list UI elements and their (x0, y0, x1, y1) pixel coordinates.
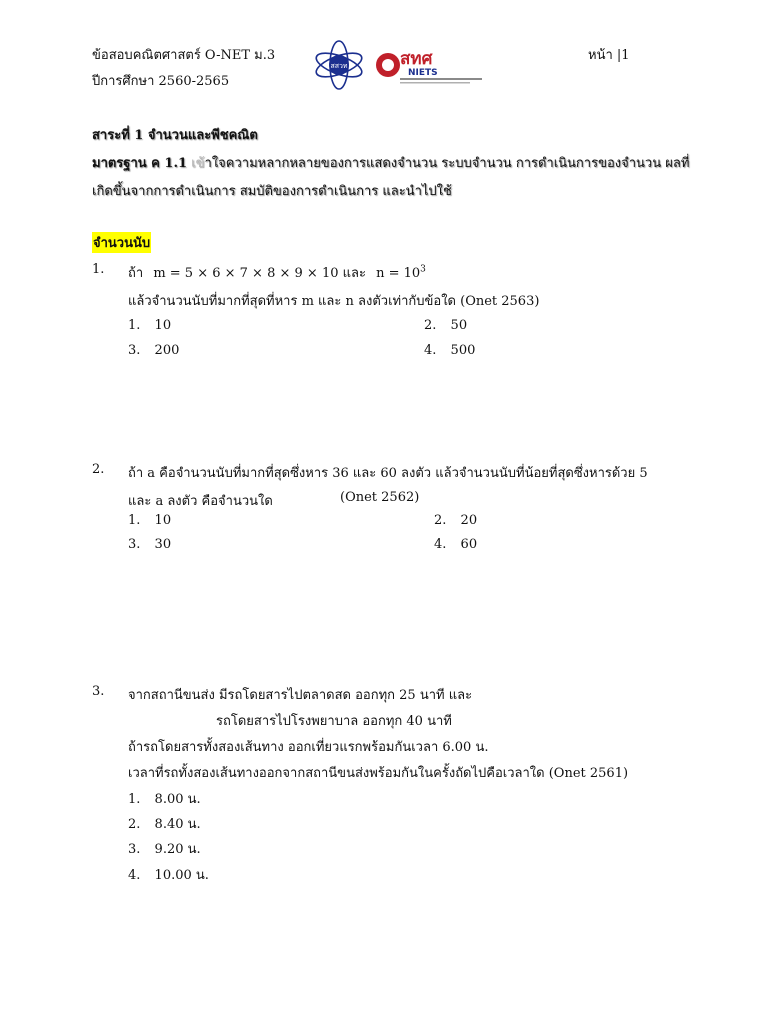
choice-text: 10.00 น. (154, 868, 209, 883)
q3-line-1: จากสถานีขนส่ง มีรถโดยสารไปตลาดสด ออกทุก 25 นาที และ (128, 688, 473, 703)
choice-number: 1. (128, 318, 141, 333)
q2-source: (Onet 2562) (340, 490, 420, 505)
q1-math-n: n = 10 (376, 266, 421, 281)
choice-number: 3. (128, 842, 141, 857)
q3-choice-2[interactable] (128, 813, 201, 834)
ipst-logo-text: สสวท (330, 62, 348, 70)
choice-number: 1. (128, 792, 141, 807)
choice-text: 8.40 น. (154, 817, 201, 832)
ipst-logo (312, 40, 366, 90)
q2-choice-4[interactable] (434, 537, 477, 552)
subheading-counting-numbers: จำนวนนับ (92, 232, 151, 253)
choice-text: 60 (460, 537, 478, 552)
page-number: หน้า |1 (588, 48, 630, 63)
choice-number: 2. (128, 817, 141, 832)
topic-heading: สาระที่ 1 จำนวนและพีชคณิต (92, 128, 258, 143)
header-title: ข้อสอบคณิตศาสตร์ O-NET ม.3 (92, 48, 276, 63)
choice-text: 30 (154, 537, 172, 552)
q1-choice-4[interactable] (424, 343, 475, 358)
q1-number: 1. (92, 262, 105, 277)
q1-choice-2[interactable] (424, 318, 467, 333)
q3-choice-4[interactable] (128, 864, 209, 885)
choice-text: 200 (154, 343, 180, 358)
q2-choice-2[interactable] (434, 513, 477, 528)
q3-line-2: รถโดยสารไปโรงพยาบาล ออกทุก 40 นาที (216, 714, 452, 729)
q1-choice-1[interactable] (128, 318, 171, 333)
q1-prefix: ถ้า (128, 266, 144, 281)
q3-choice-1[interactable] (128, 788, 201, 809)
q2-choice-3[interactable] (128, 537, 171, 552)
choice-text: 10 (154, 513, 172, 528)
choice-number: 3. (128, 537, 141, 552)
q2-line-1: ถ้า a คือจำนวนนับที่มากที่สุดซึ่งหาร 36 และ 60 ลงตัว แล้วจำนวนนับที่น้อยที่สุดซึ่งหารด้วย 5 (128, 466, 648, 481)
standard-line-2: เกิดขึ้นจากการดำเนินการ สมบัติของการดำเนินการ และนำไปใช้ (92, 184, 452, 199)
choice-number: 4. (128, 868, 141, 883)
choice-number: 4. (434, 537, 447, 552)
standard-text-1: าใจความหลากหลายของการแสดงจำนวน ระบบจำนวน การดำเนินการของจำนวน ผลที่ (204, 156, 690, 171)
choice-number: 1. (128, 513, 141, 528)
q3-line-3: ถ้ารถโดยสารทั้งสองเส้นทาง ออกเที่ยวแรกพร้อมกันเวลา 6.00 น. (128, 740, 489, 755)
niets-logo (374, 42, 486, 88)
q1-line-1 (128, 262, 426, 283)
choice-text: 10 (154, 318, 172, 333)
q2-line-2: และ a ลงตัว คือจำนวนใด (128, 494, 273, 509)
standard-faded-text: เข้ (191, 156, 205, 171)
choice-number: 3. (128, 343, 141, 358)
q2-choice-1[interactable] (128, 513, 171, 528)
choice-text: 8.00 น. (154, 792, 201, 807)
q1-choice-3[interactable] (128, 343, 179, 358)
q1-math-m: m = 5 × 6 × 7 × 8 × 9 × 10 (153, 266, 339, 281)
choice-text: 50 (450, 318, 468, 333)
choice-number: 4. (424, 343, 437, 358)
q2-number: 2. (92, 462, 105, 477)
q1-and: และ (342, 266, 366, 281)
choice-number: 2. (424, 318, 437, 333)
header-year: ปีการศึกษา 2560-2565 (92, 74, 230, 89)
q3-line-4: เวลาที่รถทั้งสองเส้นทางออกจากสถานีขนส่งพร้อมกันในครั้งถัดไปคือเวลาใด (Onet 2561) (128, 766, 629, 781)
q1-line-2: แล้วจำนวนนับที่มากที่สุดที่หาร m และ n ลงตัวเท่ากับข้อใด (Onet 2563) (128, 294, 540, 309)
standard-label: มาตรฐาน ค 1.1 (92, 156, 188, 171)
niets-logo-thai: สทศ (400, 49, 433, 69)
q3-number: 3. (92, 684, 105, 699)
q1-exponent: 3 (420, 264, 426, 275)
q3-choice-3[interactable] (128, 838, 201, 859)
choice-number: 2. (434, 513, 447, 528)
standard-line-1 (92, 152, 689, 173)
choice-text: 9.20 น. (154, 842, 201, 857)
niets-logo-en: NIETS (408, 68, 438, 78)
choice-text: 500 (450, 343, 476, 358)
choice-text: 20 (460, 513, 478, 528)
